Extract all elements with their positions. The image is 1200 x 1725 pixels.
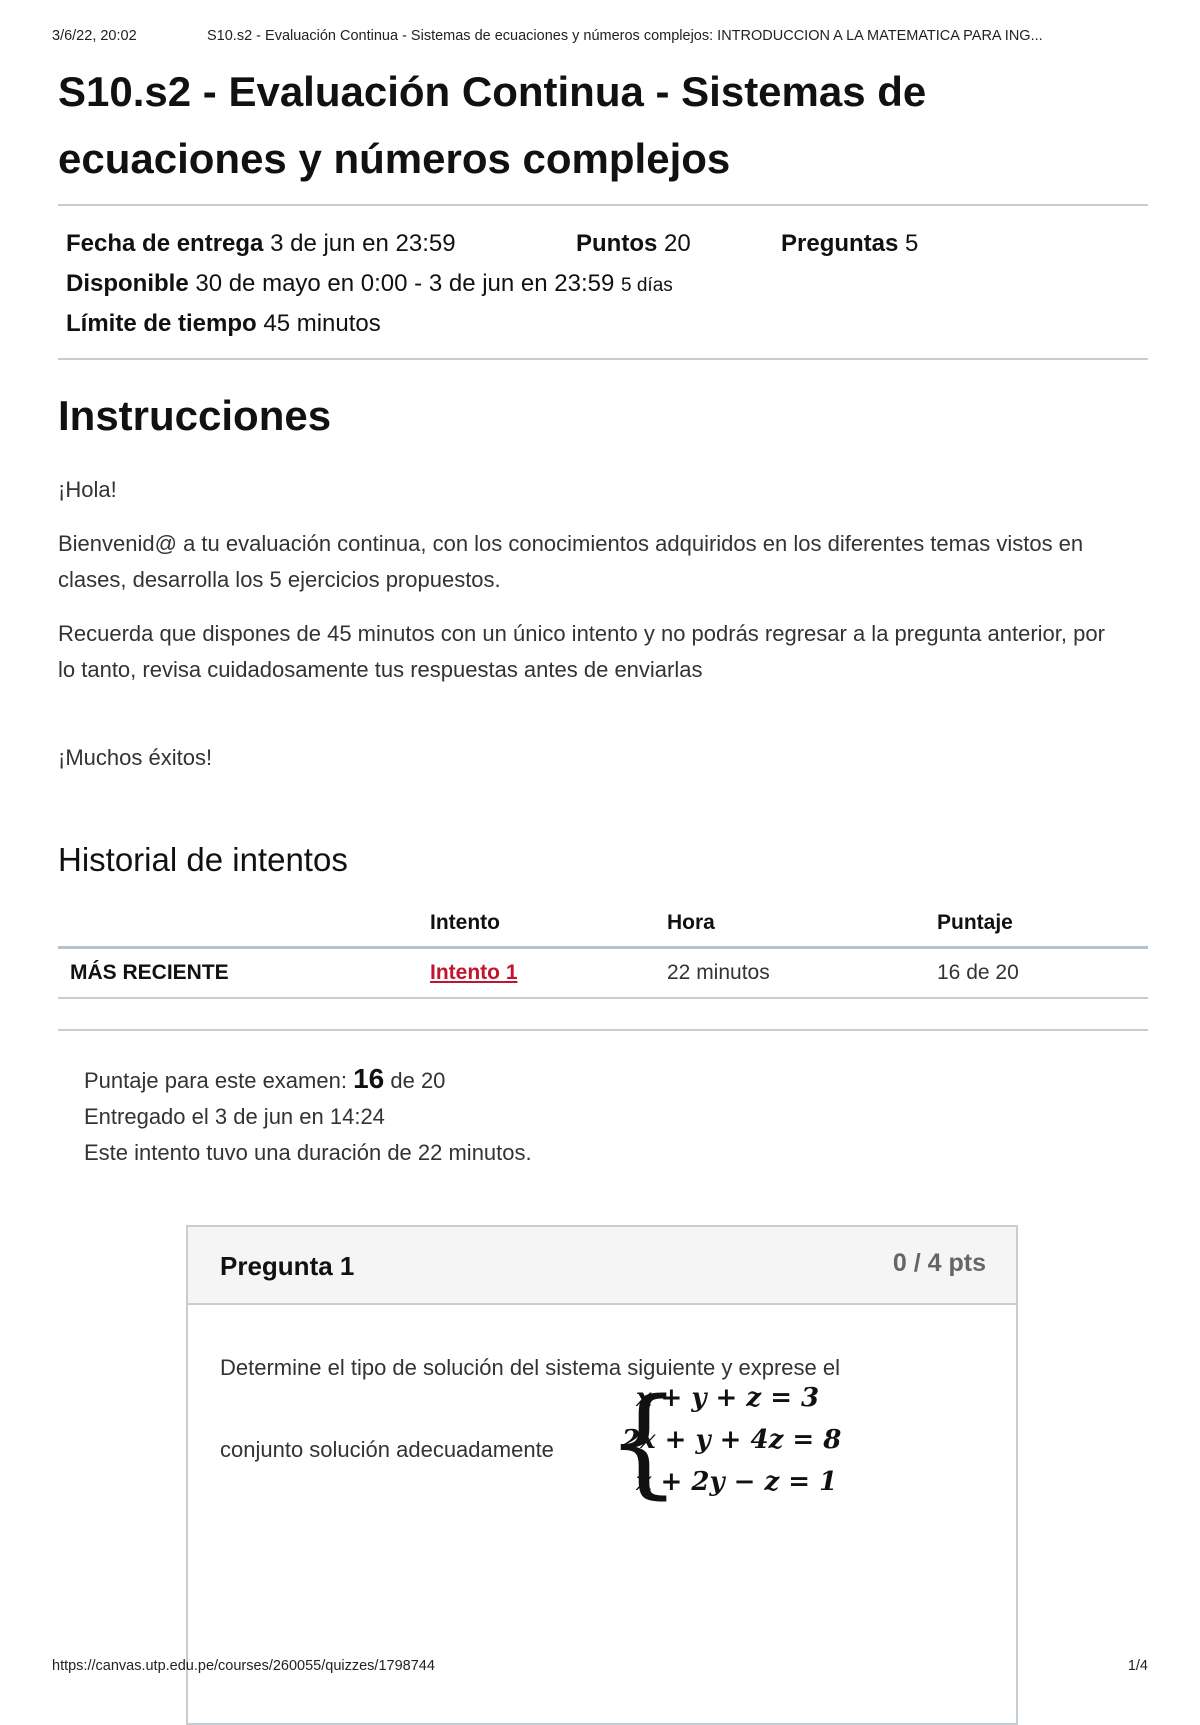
column-header: Hora	[667, 900, 937, 948]
question-points: 0 / 4 pts	[892, 1249, 986, 1277]
question-header	[188, 1227, 1016, 1305]
due-value: 3 de jun en 23:59	[270, 230, 456, 257]
duration-text: Este intento tuvo una duración de 22 minutos.	[84, 1140, 532, 1165]
divider	[58, 1029, 1148, 1031]
column-header: Puntaje	[937, 900, 1148, 948]
print-url: https://canvas.utp.edu.pe/courses/260055/quizzes/1798744	[52, 1658, 435, 1674]
question-text: conjunto solución adecuadamente	[220, 1437, 554, 1462]
attempt-link[interactable]: Intento 1	[430, 961, 518, 984]
equation: x + 2y − z = 1	[636, 1467, 838, 1497]
score-value: 16	[353, 1063, 385, 1094]
question-title: Pregunta 1	[220, 1251, 355, 1281]
question-body	[188, 1305, 1016, 1510]
quiz-content	[58, 58, 1148, 1171]
table-header-row	[58, 900, 1148, 948]
page-title: S10.s2 - Evaluación Continua - Sistemas de ecuaciones y números complejos	[58, 68, 927, 182]
print-header	[52, 28, 1148, 50]
attempt-summary	[84, 1061, 1148, 1171]
attempt-cell	[430, 948, 667, 999]
time-limit-value: 45 minutos	[263, 310, 381, 337]
attempt-label: MÁS RECIENTE	[58, 948, 430, 999]
page-number: 1/4	[1127, 1658, 1148, 1674]
questions-value: 5	[905, 230, 919, 257]
instructions-paragraph: Recuerda que dispones de 45 minutos con un único intento y no podrás regresar a la pregunta anterior, por lo tanto, revisa cuidadosamente tus respuestas antes de enviarlas	[58, 621, 1105, 682]
attempt-score: 16 de 20	[937, 948, 1148, 999]
due-label: Fecha de entrega	[66, 230, 264, 257]
question-card	[186, 1225, 1018, 1725]
print-doc-title: S10.s2 - Evaluación Continua - Sistemas de ecuaciones y números complejos: INTRODUCCION A LA MATEMATICA PARA ING...	[207, 28, 1043, 44]
points-value: 20	[664, 230, 691, 257]
equation: x + y + z = 3	[636, 1383, 820, 1413]
divider	[58, 358, 1148, 360]
equation-system	[606, 1372, 842, 1521]
points-label: Puntos	[576, 230, 658, 257]
available-value: 30 de mayo en 0:00 - 3 de jun en 23:59	[195, 270, 615, 297]
table-row	[58, 948, 1148, 999]
instructions-heading: Instrucciones	[58, 392, 332, 439]
score-suffix: de 20	[390, 1068, 446, 1093]
available-days: 5 días	[621, 275, 673, 296]
submitted-text: Entregado el 3 de jun en 14:24	[84, 1104, 385, 1129]
instructions-body	[58, 472, 1118, 776]
available-label: Disponible	[66, 270, 189, 297]
time-limit-label: Límite de tiempo	[66, 310, 257, 337]
instructions-paragraph: Bienvenid@ a tu evaluación continua, con los conocimientos adquiridos en los diferentes temas vistos en clases, desarrolla los 5 ejercicios propuestos.	[58, 531, 1084, 592]
question-text: Determine el tipo de solución del sistema siguiente y exprese el	[220, 1355, 840, 1380]
print-date: 3/6/22, 20:02	[52, 28, 137, 44]
quiz-details	[58, 206, 1148, 358]
attempt-time: 22 minutos	[667, 948, 937, 999]
score-prefix: Puntaje para este examen:	[84, 1068, 347, 1093]
equation: 2x + y + 4z = 8	[622, 1425, 842, 1455]
history-heading: Historial de intentos	[58, 841, 348, 878]
brace-symbol: {	[606, 1372, 682, 1510]
questions-label: Preguntas	[781, 230, 899, 257]
print-footer	[52, 1658, 1148, 1680]
instructions-paragraph: ¡Muchos éxitos!	[58, 745, 213, 770]
column-header	[58, 900, 430, 948]
attempt-history-table	[58, 900, 1148, 999]
column-header: Intento	[430, 900, 667, 948]
instructions-paragraph: ¡Hola!	[58, 477, 117, 502]
